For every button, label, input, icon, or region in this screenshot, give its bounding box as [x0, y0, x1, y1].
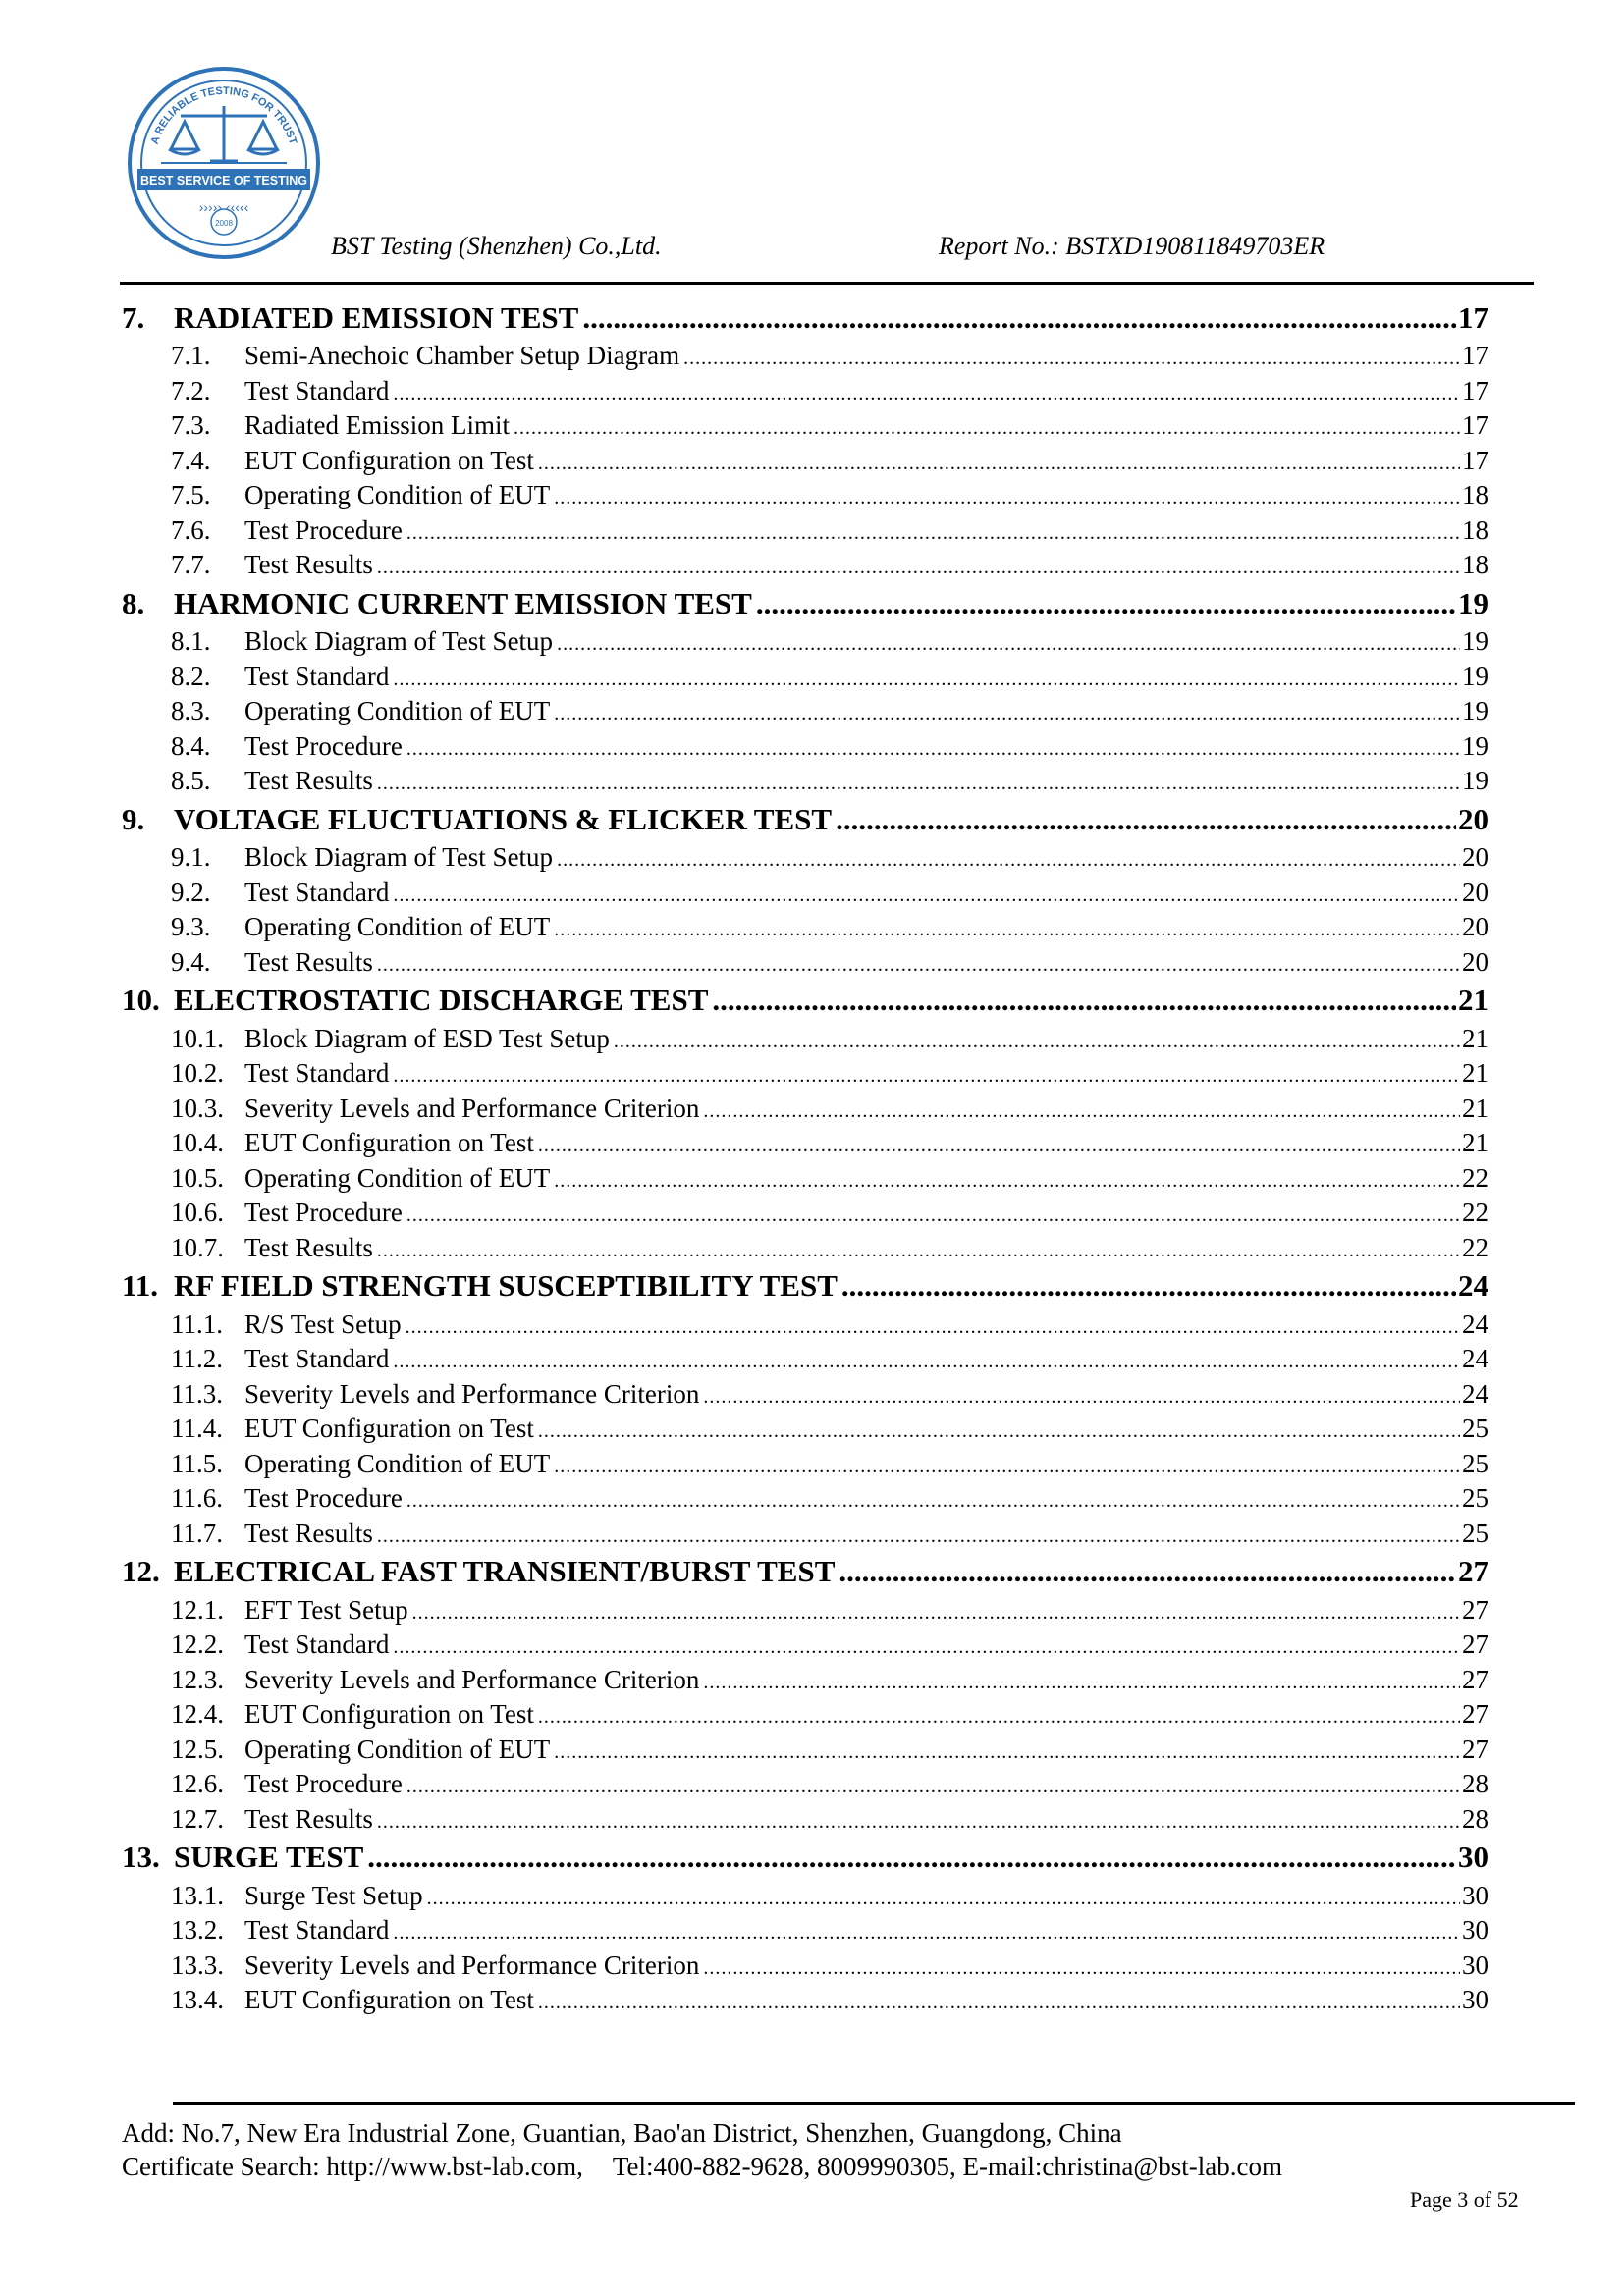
toc-entry-number: 8.3. [171, 696, 211, 726]
toc-entry-title: Surge Test Setup [244, 1880, 423, 1910]
footer-address: Add: No.7, New Era Industrial Zone, Guantian, Bao'an District, Shenzhen, Guangdong, China [122, 2118, 1122, 2148]
toc-leader-dots [839, 1551, 1456, 1592]
toc-entry-number: 10.1. [171, 1023, 224, 1053]
toc-entry-number: 9. [122, 801, 145, 836]
toc-entry-title: ELECTRICAL FAST TRANSIENT/BURST TEST [174, 1554, 836, 1589]
header-company: BST Testing (Shenzhen) Co.,Ltd. [331, 232, 662, 260]
toc-entry-page: 24 [1462, 1308, 1488, 1339]
logo-chevrons: ››››› ‹‹‹‹‹ [198, 199, 249, 215]
toc-subsection-entry [122, 1481, 1488, 1517]
toc-leader-dots [393, 876, 1460, 914]
footer-contact-line [122, 2152, 1282, 2182]
toc-leader-dots [377, 1802, 1460, 1841]
footer-divider [173, 2102, 1575, 2105]
toc-leader-dots [393, 1913, 1460, 1951]
toc-entry-page: 17 [1462, 410, 1488, 441]
toc-entry-number: 7.6. [171, 514, 211, 545]
toc-subsection-entry [122, 478, 1488, 513]
toc-entry-number: 13.2. [171, 1915, 224, 1946]
toc-leader-dots [557, 624, 1460, 663]
toc-subsection-entry [122, 1767, 1488, 1802]
toc-leader-dots [377, 1231, 1460, 1269]
toc-entry-title: Test Results [244, 550, 373, 580]
toc-leader-dots [406, 1196, 1460, 1234]
toc-subsection-entry [122, 1593, 1488, 1629]
toc-leader-dots [554, 1161, 1460, 1200]
toc-entry-number: 12.3. [171, 1664, 224, 1694]
toc-leader-dots [841, 1265, 1456, 1307]
toc-entry-number: 13.1. [171, 1880, 224, 1910]
toc-entry-page: 30 [1462, 1915, 1488, 1946]
toc-leader-dots [703, 1663, 1460, 1701]
toc-entry-number: 9.4. [171, 946, 211, 977]
toc-entry-page: 22 [1462, 1232, 1488, 1262]
toc-subsection-entry [122, 444, 1488, 479]
toc-entry-number: 10.3. [171, 1093, 224, 1123]
toc-subsection-entry [122, 876, 1488, 911]
toc-entry-page: 19 [1458, 586, 1488, 621]
toc-entry-title: Test Procedure [244, 1483, 403, 1514]
toc-entry-number: 12.5. [171, 1734, 224, 1764]
toc-subsection-entry [122, 1126, 1488, 1161]
toc-entry-title: EUT Configuration on Test [244, 1414, 534, 1444]
toc-subsection-entry [122, 1092, 1488, 1127]
toc-entry-page: 28 [1462, 1769, 1488, 1799]
toc-entry-number: 11.2. [171, 1344, 223, 1374]
toc-subsection-entry [122, 1517, 1488, 1552]
toc-entry-number: 9.1. [171, 842, 211, 873]
toc-entry-title: Test Results [244, 1232, 373, 1262]
toc-subsection-entry [122, 1913, 1488, 1949]
toc-entry-title: Severity Levels and Performance Criterion [244, 1093, 700, 1123]
toc-section-entry [122, 980, 1488, 1021]
header-report-no: Report No.: BSTXD190811849703ER [939, 232, 1325, 260]
toc-entry-title: EUT Configuration on Test [244, 1128, 534, 1158]
toc-entry-page: 17 [1462, 445, 1488, 475]
toc-entry-title: Operating Condition of EUT [244, 480, 551, 510]
toc-entry-title: VOLTAGE FLUCTUATIONS & FLICKER TEST [174, 801, 833, 836]
toc-subsection-entry [122, 1308, 1488, 1343]
toc-entry-page: 21 [1462, 1093, 1488, 1123]
toc-entry-page: 28 [1462, 1803, 1488, 1834]
footer-certificate: Certificate Search: http://www.bst-lab.com, [122, 2152, 583, 2181]
toc-subsection-entry [122, 1697, 1488, 1733]
toc-entry-page: 27 [1458, 1554, 1488, 1589]
toc-entry-number: 8. [122, 586, 145, 621]
toc-entry-page: 17 [1458, 300, 1488, 335]
toc-subsection-entry [122, 945, 1488, 981]
toc-entry-title: Operating Condition of EUT [244, 1162, 551, 1193]
toc-entry-number: 8.5. [171, 766, 211, 796]
toc-entry-number: 12.2. [171, 1629, 224, 1660]
toc-entry-page: 21 [1462, 1023, 1488, 1053]
toc-leader-dots [538, 1697, 1460, 1735]
toc-subsection-entry [122, 1983, 1488, 2018]
scales-of-justice-icon [161, 106, 287, 163]
toc-leader-dots [393, 660, 1460, 698]
toc-entry-number: 7.4. [171, 445, 211, 475]
toc-entry-number: 8.2. [171, 661, 211, 691]
toc-subsection-entry [122, 694, 1488, 729]
toc-entry-page: 30 [1458, 1840, 1488, 1875]
toc-leader-dots [703, 1949, 1460, 1987]
toc-entry-page: 17 [1462, 375, 1488, 405]
toc-leader-dots [554, 910, 1460, 948]
toc-leader-dots [514, 408, 1460, 447]
toc-leader-dots [377, 764, 1460, 802]
toc-entry-page: 19 [1462, 766, 1488, 796]
toc-entry-title: Severity Levels and Performance Criterion [244, 1664, 700, 1694]
toc-entry-title: Test Standard [244, 1344, 390, 1374]
toc-entry-page: 18 [1462, 480, 1488, 510]
toc-leader-dots [377, 1517, 1460, 1555]
toc-leader-dots [538, 1412, 1460, 1450]
toc-subsection-entry [122, 1342, 1488, 1377]
toc-entry-title: Operating Condition of EUT [244, 1448, 551, 1478]
toc-entry-title: Test Standard [244, 877, 390, 907]
toc-entry-page: 18 [1462, 514, 1488, 545]
toc-entry-page: 22 [1462, 1162, 1488, 1193]
header-divider [120, 282, 1534, 285]
logo-banner-text: BEST SERVICE OF TESTING [140, 174, 307, 187]
toc-leader-dots [377, 548, 1460, 586]
toc-section-entry [122, 1551, 1488, 1592]
toc-entry-page: 18 [1462, 550, 1488, 580]
toc-entry-title: Test Results [244, 1803, 373, 1834]
toc-subsection-entry [122, 374, 1488, 409]
toc-entry-title: Severity Levels and Performance Criterion [244, 1378, 700, 1409]
toc-entry-number: 10.4. [171, 1128, 224, 1158]
toc-entry-page: 25 [1462, 1483, 1488, 1514]
toc-entry-number: 8.4. [171, 730, 211, 761]
toc-section-entry [122, 1265, 1488, 1307]
toc-entry-title: Operating Condition of EUT [244, 696, 551, 726]
toc-entry-page: 30 [1462, 1985, 1488, 2015]
toc-leader-dots [554, 1733, 1460, 1771]
toc-entry-title: Test Standard [244, 1629, 390, 1660]
toc-entry-title: RADIATED EMISSION TEST [174, 300, 579, 335]
footer-contact: Tel:400-882-9628, 8009990305, E-mail:christina@bst-lab.com [612, 2152, 1282, 2181]
toc-leader-dots [377, 945, 1460, 984]
logo-year-text: 2008 [215, 219, 233, 228]
toc-entry-title: Test Standard [244, 661, 390, 691]
toc-entry-title: Test Results [244, 1518, 373, 1548]
toc-section-entry [122, 297, 1488, 339]
toc-entry-page: 21 [1462, 1058, 1488, 1089]
toc-leader-dots [406, 513, 1460, 552]
toc-entry-title: Radiated Emission Limit [244, 410, 510, 441]
toc-leader-dots [712, 980, 1456, 1021]
toc-entry-number: 7.2. [171, 375, 211, 405]
toc-entry-title: Block Diagram of Test Setup [244, 842, 554, 873]
toc-entry-title: EUT Configuration on Test [244, 1699, 534, 1730]
toc-entry-number: 11.1. [171, 1308, 223, 1339]
toc-entry-page: 20 [1462, 842, 1488, 873]
toc-entry-number: 11.4. [171, 1414, 223, 1444]
toc-entry-number: 7.7. [171, 550, 211, 580]
toc-entry-number: 12.4. [171, 1699, 224, 1730]
toc-subsection-entry [122, 1628, 1488, 1663]
toc-entry-page: 19 [1462, 626, 1488, 657]
toc-subsection-entry [122, 1022, 1488, 1057]
toc-entry-title: EUT Configuration on Test [244, 445, 534, 475]
toc-entry-title: Test Results [244, 946, 373, 977]
toc-entry-number: 12.7. [171, 1803, 224, 1834]
toc-entry-title: Block Diagram of ESD Test Setup [244, 1023, 610, 1053]
toc-entry-page: 22 [1462, 1198, 1488, 1228]
toc-entry-number: 10.2. [171, 1058, 224, 1089]
toc-entry-number: 11.6. [171, 1483, 223, 1514]
toc-subsection-entry [122, 1802, 1488, 1838]
toc-subsection-entry [122, 1056, 1488, 1092]
toc-subsection-entry [122, 1412, 1488, 1447]
toc-section-entry [122, 799, 1488, 840]
toc-leader-dots [538, 1983, 1460, 2021]
logo-arc-text: A RELIABLE TESTING FOR TRUST [148, 84, 299, 146]
toc-entry-page: 17 [1462, 341, 1488, 371]
toc-entry-title: Test Standard [244, 1915, 390, 1946]
toc-entry-title: Test Procedure [244, 1198, 403, 1228]
toc-leader-dots [406, 1481, 1460, 1520]
toc-entry-title: Test Procedure [244, 730, 403, 761]
toc-entry-number: 9.3. [171, 912, 211, 942]
toc-entry-number: 7.5. [171, 480, 211, 510]
toc-entry-page: 21 [1462, 1128, 1488, 1158]
toc-entry-page: 19 [1462, 696, 1488, 726]
toc-entry-number: 9.2. [171, 877, 211, 907]
toc-entry-title: Test Standard [244, 1058, 390, 1089]
toc-entry-page: 27 [1462, 1734, 1488, 1764]
toc-entry-number: 11.3. [171, 1378, 223, 1409]
toc-entry-number: 10.5. [171, 1162, 224, 1193]
toc-entry-number: 10.7. [171, 1232, 224, 1262]
toc-leader-dots [756, 583, 1456, 624]
toc-entry-title: RF FIELD STRENGTH SUSCEPTIBILITY TEST [174, 1268, 838, 1304]
toc-subsection-entry [122, 1949, 1488, 1984]
toc-entry-page: 25 [1462, 1448, 1488, 1478]
toc-subsection-entry [122, 764, 1488, 799]
toc-entry-title: Block Diagram of Test Setup [244, 626, 554, 657]
toc-entry-title: EUT Configuration on Test [244, 1985, 534, 2015]
toc-leader-dots [393, 374, 1460, 412]
toc-leader-dots [554, 1447, 1460, 1485]
toc-section-entry [122, 583, 1488, 624]
toc-entry-page: 27 [1462, 1664, 1488, 1694]
toc-entry-title: Semi-Anechoic Chamber Setup Diagram [244, 341, 680, 371]
toc-entry-number: 8.1. [171, 626, 211, 657]
toc-entry-title: EFT Test Setup [244, 1594, 408, 1625]
toc-entry-page: 27 [1462, 1699, 1488, 1730]
toc-leader-dots [393, 1056, 1460, 1095]
toc-subsection-entry [122, 1663, 1488, 1698]
toc-entry-number: 10.6. [171, 1198, 224, 1228]
toc-subsection-entry [122, 1196, 1488, 1231]
toc-leader-dots [427, 1879, 1460, 1917]
toc-leader-dots [554, 694, 1460, 732]
toc-leader-dots [406, 1767, 1460, 1805]
toc-entry-page: 19 [1462, 661, 1488, 691]
toc-entry-number: 7.3. [171, 410, 211, 441]
toc-entry-number: 11.5. [171, 1448, 223, 1478]
toc-entry-page: 20 [1462, 912, 1488, 942]
toc-subsection-entry [122, 1231, 1488, 1266]
toc-entry-page: 19 [1462, 730, 1488, 761]
toc-subsection-entry [122, 1733, 1488, 1768]
toc-leader-dots [836, 799, 1456, 840]
toc-leader-dots [412, 1593, 1460, 1631]
toc-entry-number: 11. [122, 1268, 159, 1304]
toc-entry-title: Operating Condition of EUT [244, 912, 551, 942]
toc-subsection-entry [122, 624, 1488, 660]
toc-leader-dots [393, 1628, 1460, 1666]
toc-leader-dots [554, 478, 1460, 516]
toc-entry-number: 10. [122, 983, 160, 1018]
toc-entry-title: SURGE TEST [174, 1840, 364, 1875]
toc-subsection-entry [122, 840, 1488, 876]
toc-entry-number: 13.4. [171, 1985, 224, 2015]
toc-subsection-entry [122, 910, 1488, 945]
toc-subsection-entry [122, 1879, 1488, 1914]
toc-entry-number: 12.1. [171, 1594, 224, 1625]
toc-entry-page: 25 [1462, 1518, 1488, 1548]
toc-subsection-entry [122, 729, 1488, 765]
toc-entry-number: 12.6. [171, 1769, 224, 1799]
toc-entry-title: Test Standard [244, 375, 390, 405]
toc-entry-page: 24 [1462, 1378, 1488, 1409]
toc-leader-dots [614, 1022, 1460, 1060]
toc-entry-page: 30 [1462, 1949, 1488, 1980]
toc-entry-page: 20 [1462, 946, 1488, 977]
toc-entry-title: ELECTROSTATIC DISCHARGE TEST [174, 983, 709, 1018]
toc-entry-number: 7.1. [171, 341, 211, 371]
toc-leader-dots [703, 1092, 1460, 1130]
toc-entry-page: 20 [1458, 801, 1488, 836]
toc-leader-dots [406, 729, 1460, 768]
toc-entry-page: 30 [1462, 1880, 1488, 1910]
toc-subsection-entry [122, 408, 1488, 444]
toc-leader-dots [557, 840, 1460, 879]
toc-entry-page: 27 [1462, 1629, 1488, 1660]
toc-entry-number: 13. [122, 1840, 160, 1875]
toc-subsection-entry [122, 1377, 1488, 1413]
toc-entry-number: 7. [122, 300, 145, 335]
toc-entry-page: 27 [1462, 1594, 1488, 1625]
toc-entry-page: 25 [1462, 1414, 1488, 1444]
toc-leader-dots [538, 1126, 1460, 1164]
toc-section-entry [122, 1837, 1488, 1878]
toc-leader-dots [393, 1342, 1460, 1380]
toc-entry-number: 13.3. [171, 1949, 224, 1980]
toc-entry-title: Severity Levels and Performance Criterion [244, 1949, 700, 1980]
toc-entry-page: 24 [1458, 1268, 1488, 1304]
toc-subsection-entry [122, 660, 1488, 695]
table-of-contents [122, 297, 1488, 2018]
toc-subsection-entry [122, 548, 1488, 583]
toc-entry-page: 21 [1458, 983, 1488, 1018]
toc-entry-page: 24 [1462, 1344, 1488, 1374]
toc-leader-dots [703, 1377, 1460, 1415]
page-number: Page 3 of 52 [1410, 2187, 1519, 2212]
toc-entry-title: Test Results [244, 766, 373, 796]
toc-subsection-entry [122, 1161, 1488, 1197]
toc-entry-title: Test Procedure [244, 514, 403, 545]
toc-leader-dots [538, 444, 1460, 482]
toc-entry-number: 12. [122, 1554, 160, 1589]
toc-entry-title: HARMONIC CURRENT EMISSION TEST [174, 586, 752, 621]
toc-leader-dots [367, 1837, 1456, 1878]
toc-subsection-entry [122, 1447, 1488, 1482]
bst-logo [126, 65, 322, 261]
toc-subsection-entry [122, 339, 1488, 374]
toc-entry-title: Operating Condition of EUT [244, 1734, 551, 1764]
toc-subsection-entry [122, 513, 1488, 549]
toc-leader-dots [582, 297, 1456, 339]
toc-entry-title: Test Procedure [244, 1769, 403, 1799]
toc-entry-title: R/S Test Setup [244, 1308, 402, 1339]
toc-entry-number: 11.7. [171, 1518, 223, 1548]
toc-leader-dots [683, 339, 1460, 377]
toc-leader-dots [406, 1308, 1460, 1346]
toc-entry-page: 20 [1462, 877, 1488, 907]
